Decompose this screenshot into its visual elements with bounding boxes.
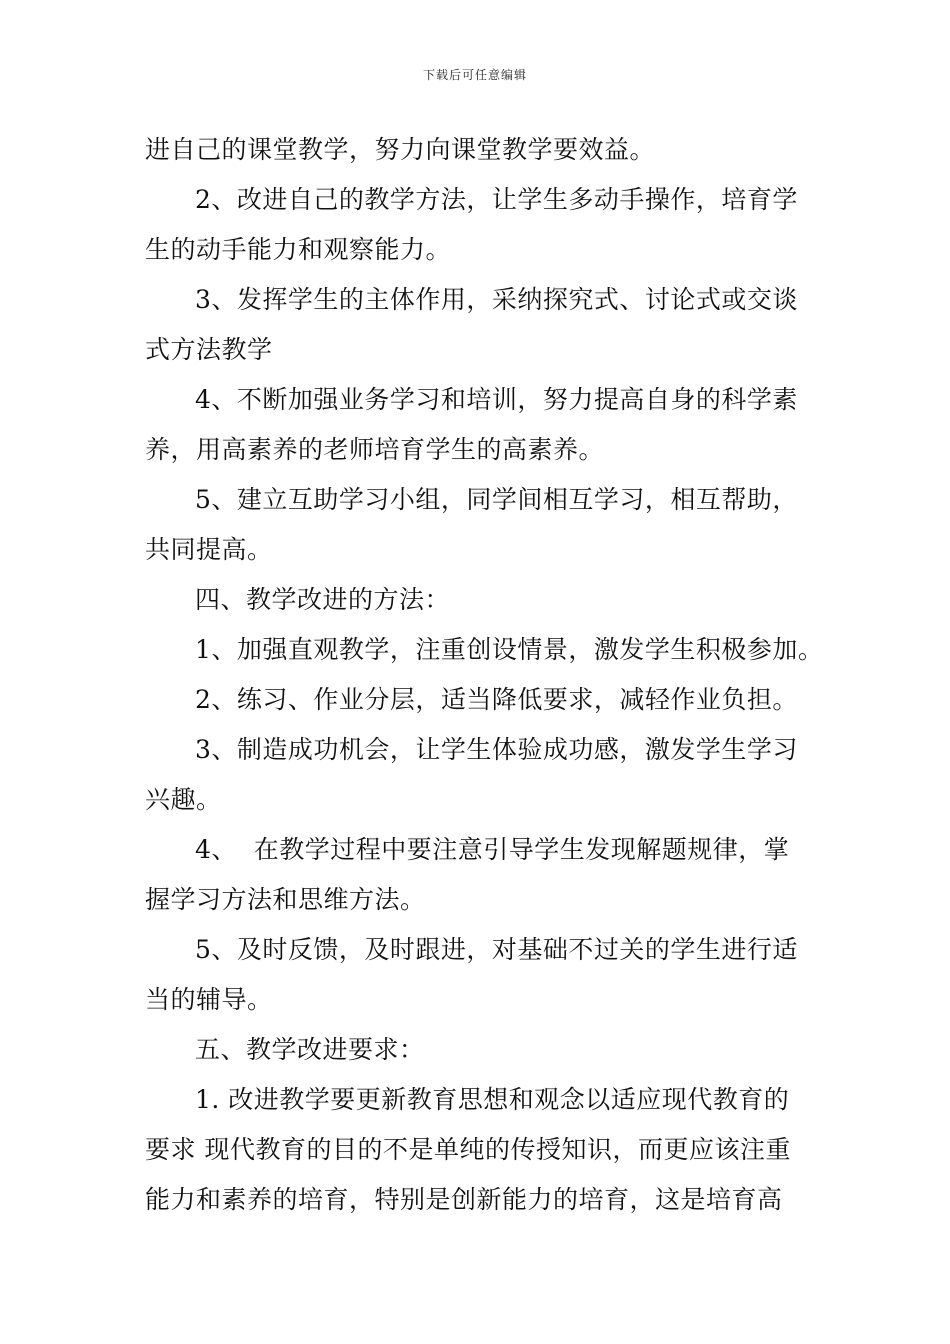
section-heading: 五、教学改进要求：	[195, 1035, 425, 1064]
text-line: 1. 改进教学要更新教育思想和观念以适应现代教育的	[195, 1085, 790, 1114]
text-line: 握学习方法和思维方法。	[145, 885, 426, 914]
text-line: 共同提高。	[145, 535, 273, 564]
section-heading: 四、教学改进的方法：	[195, 585, 451, 614]
text-line: 3、发挥学生的主体作用，采纳探究式、讨论式或交谈	[195, 285, 798, 314]
document-body	[145, 125, 824, 1225]
page-header: 下载后可任意编辑	[422, 68, 527, 82]
text-line: 生的动手能力和观察能力。	[145, 235, 452, 264]
text-line: 2、练习、作业分层，适当降低要求，减轻作业负担。	[195, 685, 798, 714]
text-line: 能力和素养的培育，特别是创新能力的培育，这是培育高	[145, 1185, 783, 1214]
text-line: 5、建立互助学习小组，同学间相互学习，相互帮助，	[195, 485, 798, 514]
text-line: 要求 现代教育的目的不是单纯的传授知识，而更应该注重	[145, 1135, 791, 1164]
text-line: 1、加强直观教学，注重创设情景，激发学生积极参加。	[195, 635, 824, 664]
text-line: 式方法教学	[145, 335, 273, 364]
text-line: 养，用高素养的老师培育学生的高素养。	[145, 435, 605, 464]
text-line: 4、不断加强业务学习和培训，努力提高自身的科学素	[195, 385, 798, 414]
text-line: 进自己的课堂教学，努力向课堂教学要效益。	[145, 135, 656, 164]
text-line: 兴趣。	[145, 785, 222, 814]
text-line: 2、改进自己的教学方法，让学生多动手操作，培育学	[195, 185, 798, 214]
text-line: 3、制造成功机会，让学生体验成功感，激发学生学习	[195, 735, 798, 764]
text-line: 当的辅导。	[145, 985, 273, 1014]
text-line: 5、及时反馈，及时跟进，对基础不过关的学生进行适	[195, 935, 798, 964]
text-line: 4、 在教学过程中要注意引导学生发现解题规律，掌	[195, 835, 790, 864]
